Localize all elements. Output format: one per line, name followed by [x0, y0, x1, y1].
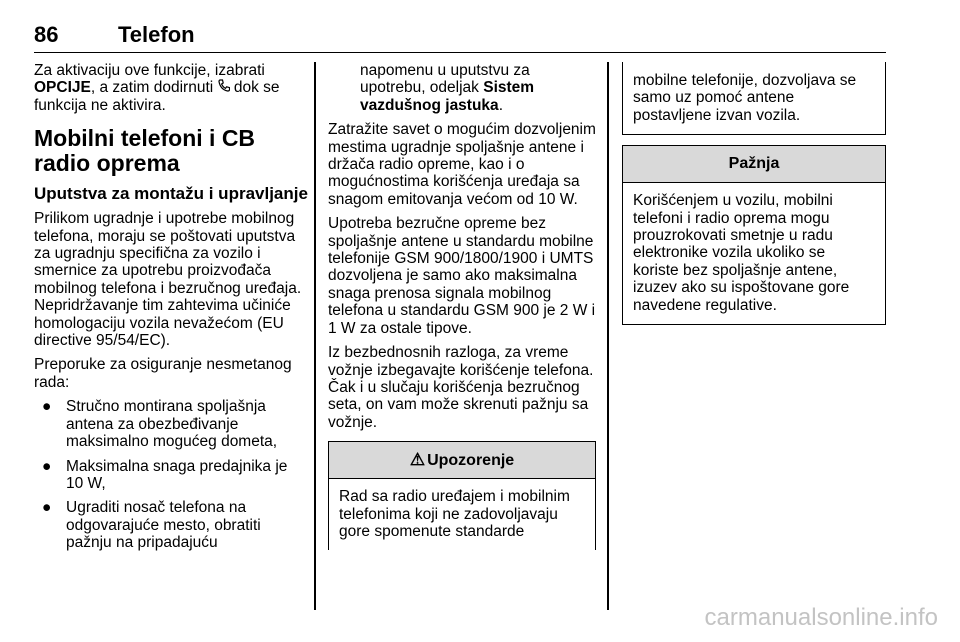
bullet-icon: ●	[42, 457, 52, 475]
column-2	[328, 62, 596, 550]
warning-title: Upozorenje	[427, 452, 515, 470]
list-item	[34, 499, 302, 551]
subheading: Uputstva za montažu i upravljanje	[34, 184, 308, 204]
continuation-end: .	[498, 96, 503, 114]
paragraph: Upotreba bezručne opreme bez spoljašnje antene u standardu mobilne telefonije GSM 900/1800/1900 i UMTS dozvoljena je samo ako maksimalna snaga prenosa signala mobilnog telefona u standardu GSM 900 je 2 W i 1 W za ostale tipove.	[328, 215, 596, 337]
intro-text-a: Za aktivaciju ove funkcije, izabrati	[34, 62, 265, 79]
intro-paragraph	[34, 62, 302, 114]
note-body: Korišćenjem u vozilu, mobilni telefoni i radio oprema mogu prouzrokovati smetnje u radu elektronike vozila ukoliko se koriste bez spoljašnje antene, izuzev ako su ispoštovane gore navedene regulative.	[633, 192, 850, 314]
warning-triangle-icon: ⚠	[409, 450, 426, 470]
warning-body: Rad sa radio uređajem i mobilnim telefonima koji ne zadovoljavaju gore spomenute standarde	[339, 488, 570, 540]
bullet-icon: ●	[42, 398, 52, 416]
column-1	[34, 62, 308, 559]
note-title: Pažnja	[728, 155, 780, 173]
note-box-header	[623, 146, 885, 183]
intro-text-c: , a zatim dodirnuti	[90, 79, 218, 97]
watermark: carmanualsonline.info	[704, 604, 938, 631]
page-number: 86	[34, 22, 59, 47]
column-divider-1	[314, 62, 316, 610]
list-item-text: Ugraditi nosač telefona na odgovarajuće mesto, obratiti pažnju na pripadajuću	[66, 499, 261, 552]
list-item-text: Maksimalna snaga predajnika je 10 W,	[66, 457, 288, 492]
paragraph: Prilikom ugradnje i upotrebe mobilnog telefona, moraju se poštovati uputstva za ugradnju specifična za vozilo i smernice za upotrebu proizvođača mobilnog telefona i bezručnog uređaja. Nepridržavanje tim zahtevima učiniće homologaciju vozila nevažećom (EU directive 95/54/EC).	[34, 210, 302, 350]
bullet-icon: ●	[42, 499, 52, 517]
options-label: OPCIJE	[34, 79, 91, 97]
paragraph: Preporuke za osiguranje nesmetanog rada:	[34, 356, 292, 391]
paragraph: Iz bezbednosnih razloga, za vreme vožnje izbegavajte korišćenje telefona. Čak i u slučaju korišćenja bezručnog seta, on vam može skrenuti pažnju sa vožnje.	[328, 344, 594, 431]
list-item	[34, 398, 302, 450]
recommendation-list	[34, 398, 302, 551]
list-item-text: Stručno montirana spoljašnja antena za obezbeđivanje maksimalno mogućeg dometa,	[66, 398, 278, 451]
warning-body-continued: mobilne telefonije, dozvoljava se samo uz pomoć antene postavljene izvan vozila.	[633, 72, 857, 124]
list-item-continuation	[328, 62, 596, 114]
warning-box	[328, 441, 596, 550]
phone-icon	[218, 79, 230, 96]
chapter-heading: Mobilni telefoni i CB radio oprema	[34, 125, 256, 177]
column-3	[622, 62, 886, 325]
note-box	[622, 145, 886, 325]
list-item	[34, 458, 302, 493]
airbag-reference: Sistem vazdušnog jastuka	[360, 79, 535, 114]
paragraph: Zatražite savet o mogućim dozvoljenim mestima ugradnje spoljašnje antene i držača radio opreme, kao i o mogućnostima korišćenja uređaja sa snagom emitovanja većom od 10 W.	[328, 121, 596, 208]
column-divider-2	[607, 62, 609, 610]
continuation-text: napomenu u uputstvu za upotrebu, odeljak	[360, 62, 530, 97]
warning-box-continued	[622, 62, 886, 135]
intro-text-d: dok se funkcija ne aktivira.	[34, 79, 280, 114]
section-title: Telefon	[118, 22, 195, 47]
warning-box-header	[329, 442, 595, 479]
page-header	[34, 22, 886, 53]
